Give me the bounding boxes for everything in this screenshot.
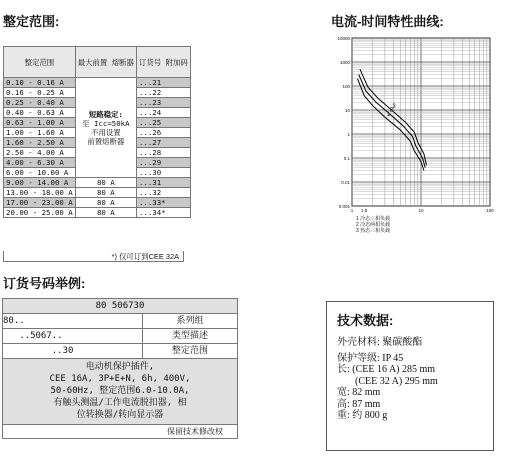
- code-cell: ...34*: [136, 208, 190, 218]
- order-heading: 订货号码举例:: [3, 276, 86, 291]
- table-row: [4, 178, 191, 188]
- range-cell: 6.00 - 10.00 A: [4, 168, 76, 178]
- y-tick-label: 1: [347, 132, 350, 137]
- order-row: [3, 329, 237, 344]
- note-line: 短路稳定:: [88, 109, 123, 119]
- code-cell: ...31: [136, 178, 190, 188]
- rights-note: 保留技术修改权: [167, 427, 223, 436]
- code-cell: ...25: [136, 118, 190, 128]
- curve-label: 1: [386, 112, 391, 119]
- code-cell: ...22: [136, 88, 190, 98]
- y-tick-label: 0.001: [338, 204, 350, 209]
- y-tick-label: 0.01: [341, 180, 350, 185]
- range-cell: 2.50 - 4.00 A: [4, 148, 76, 158]
- y-tick-label: 1000: [339, 60, 350, 65]
- x-tick-label: 1: [350, 208, 354, 213]
- code-cell: ...21: [136, 78, 190, 88]
- header-fuse: 最大前置 熔断器: [75, 47, 136, 78]
- order-row-label: 系列组: [176, 316, 204, 326]
- order-example-box: [2, 298, 238, 439]
- fuse-cell: 80 A: [75, 178, 136, 188]
- legend-entry: 3 热态三相负载: [356, 228, 391, 234]
- desc-line: 有触头测温/工作电流脱扣器, 相: [53, 398, 187, 408]
- tech-line: (CEE 32 A) 295 mm: [355, 375, 438, 387]
- order-row-code: ..30: [3, 344, 143, 358]
- range-cell: 0.16 - 0.25 A: [4, 88, 76, 98]
- table-row: [4, 188, 191, 198]
- fuse-cell: 80 A: [75, 198, 136, 208]
- desc-line: 50-60Hz, 整定范围6.0-10.0A,: [50, 386, 190, 396]
- tech-line: 宽: 82 mm: [337, 387, 381, 398]
- desc-line: 电动机保护插件,: [85, 362, 155, 372]
- legend-entry: 1 冷态三相负载: [356, 216, 391, 222]
- desc-line: 位转换器/转向显示器: [76, 410, 164, 420]
- table-row: [4, 198, 191, 208]
- code-cell: ...26: [136, 128, 190, 138]
- fuse-cell: 80 A: [75, 208, 136, 218]
- y-tick-label: 100: [342, 84, 350, 89]
- table-row: [4, 78, 191, 88]
- code-cell: ...29: [136, 158, 190, 168]
- note-line: 不用设置: [91, 127, 121, 137]
- order-code: 80 506730: [3, 299, 237, 314]
- code-cell: ...27: [136, 138, 190, 148]
- settings-table: [3, 46, 191, 218]
- code-cell: ...32: [136, 188, 190, 198]
- tech-line: 长: (CEE 16 A) 285 mm: [337, 364, 436, 375]
- order-row-label: 整定范围: [171, 346, 208, 356]
- code-cell: ...24: [136, 108, 190, 118]
- range-cell: 4.00 - 6.30 A: [4, 158, 76, 168]
- range-cell: 0.25 - 0.40 A: [4, 98, 76, 108]
- x-tick-label: 10: [418, 208, 424, 213]
- range-cell: 13.00 - 18.00 A: [4, 188, 76, 198]
- curve-label: 2: [389, 107, 394, 114]
- tech-line: 保护等级: IP 45: [337, 352, 404, 364]
- range-heading: 整定范围:: [3, 14, 60, 29]
- header-code: 订货号 附加码: [136, 47, 190, 78]
- order-row: [3, 344, 237, 359]
- code-cell: ...33*: [136, 198, 190, 208]
- order-row-label: 类型描述: [171, 331, 208, 341]
- range-cell: 0.10 - 0.16 A: [4, 78, 76, 88]
- range-cell: 1.00 - 1.60 A: [4, 128, 76, 138]
- order-row-code: ..5067..: [3, 329, 143, 343]
- tech-line: 高: 87 mm: [337, 398, 381, 410]
- order-description: [3, 359, 237, 425]
- y-tick-label: 10000: [337, 36, 350, 41]
- tech-title: 技术数据:: [337, 313, 394, 328]
- range-cell: 9.00 - 14.00 A: [4, 178, 76, 188]
- y-tick-label: 10: [344, 108, 350, 113]
- range-cell: 17.00 - 23.00 A: [4, 198, 76, 208]
- order-row-code: 80..: [3, 314, 143, 328]
- note-line: 前置熔断器: [87, 136, 125, 146]
- tech-data-box: [326, 301, 494, 451]
- range-cell: 20.00 - 25.00 A: [4, 208, 76, 218]
- x-tick-label: 1.5: [361, 208, 368, 213]
- table-footnote: *) 仅可订到CEE 32A: [3, 251, 184, 262]
- tech-material: 外壳材料: 聚碳酸酯: [337, 337, 423, 348]
- range-cell: 1.60 - 2.50 A: [4, 138, 76, 148]
- code-cell: ...28: [136, 148, 190, 158]
- desc-line: CEE 16A, 3P+E+N, 6h, 400V,: [49, 374, 191, 384]
- table-row: [4, 208, 191, 218]
- tech-line: 重: 约 800 g: [337, 410, 388, 421]
- short-circuit-note: [75, 78, 136, 178]
- legend-entry: 2 冷态两相负载: [356, 222, 391, 228]
- fuse-cell: 80 A: [75, 188, 136, 198]
- range-cell: 0.63 - 1.00 A: [4, 118, 76, 128]
- y-tick-label: 0.1: [343, 156, 350, 161]
- note-line: 至 Icc=50kA: [82, 118, 130, 128]
- code-cell: ...30: [136, 168, 190, 178]
- code-cell: ...23: [136, 98, 190, 108]
- header-range: 整定范围: [4, 47, 76, 78]
- x-tick-label: 100: [486, 208, 494, 213]
- order-row: [3, 314, 237, 329]
- chart-heading: 电流-时间特性曲线:: [331, 14, 444, 29]
- range-cell: 0.40 - 0.63 A: [4, 108, 76, 118]
- curve-label: 3: [392, 104, 396, 111]
- current-time-chart: [330, 28, 500, 248]
